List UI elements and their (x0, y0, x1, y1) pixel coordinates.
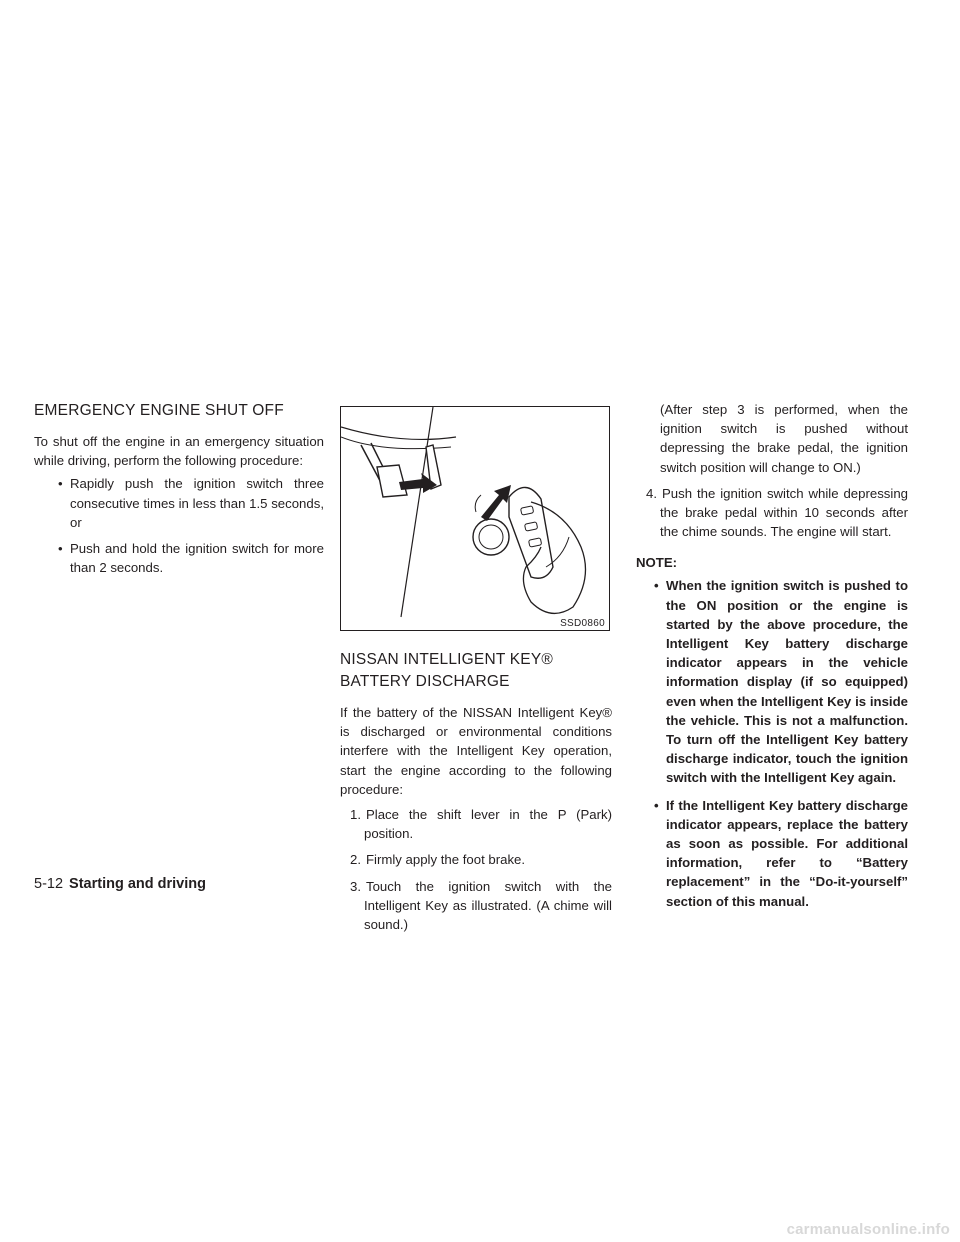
intelligent-key-intro: If the battery of the NISSAN Intelligent Key® is discharged or environmental conditions interfere with the Intelligent Key operation, start the engine according to the following procedure: (340, 705, 612, 797)
bullet-dot-icon: • (58, 541, 63, 557)
emergency-intro: To shut off the engine in an emergency situation while driving, perform the following procedure: (34, 434, 324, 469)
page-number: 5-12 (34, 876, 64, 892)
section-title: Starting and driving (69, 876, 206, 892)
bullet-dot-icon: • (654, 797, 659, 813)
step-item: 4. Push the ignition switch while depressing the brake pedal within 10 seconds after the chime sounds. The engine will start. (646, 485, 908, 540)
key-ignition-drawing (341, 407, 611, 632)
note-item: • When the ignition switch is pushed to the ON position or the engine is started by the above procedure, the Intelligent Key battery discharge indicator appears in the vehicle information display (if so equipped) even when the Intelligent Key is inside the vehicle. This is not a malfunction. To turn off the Intelligent Key battery discharge indicator, touch the ignition switch with the Intelligent Key again. (654, 578, 908, 786)
procedure-steps (340, 805, 612, 934)
step-continuation: (After step 3 is performed, when the ignition switch is pushed without depressing the brake pedal, the ignition switch position will change to ON.) (660, 402, 908, 475)
column-intelligent-key (340, 400, 612, 941)
site-watermark: carmanualsonline.info (786, 1221, 950, 1238)
procedure-steps-continued (636, 400, 908, 541)
figure-id-label: SSD0860 (560, 618, 605, 629)
bullet-dot-icon: • (58, 476, 63, 492)
step-item: 2. Firmly apply the foot brake. (350, 852, 526, 868)
note-list (636, 576, 908, 910)
bullet-item: • Rapidly push the ignition switch three consecutive times in less than 1.5 seconds, or (58, 476, 324, 530)
heading-intelligent-key: NISSAN INTELLIGENT KEY® BATTERY DISCHARGE (340, 651, 553, 690)
step-item: 1. Place the shift lever in the P (Park) position. (350, 807, 612, 842)
emergency-bullet-list (34, 474, 324, 577)
step-item: 3. Touch the ignition switch with the Intelligent Key as illustrated. (A chime will sound.) (350, 878, 612, 933)
bullet-dot-icon: • (654, 578, 659, 594)
note-label: NOTE: (636, 555, 678, 571)
heading-emergency-shutoff: EMERGENCY ENGINE SHUT OFF (34, 402, 284, 419)
column-emergency-shutoff (34, 400, 324, 584)
page-footer (34, 876, 206, 892)
bullet-item: • Push and hold the ignition switch for more than 2 seconds. (58, 541, 324, 576)
note-item: • If the Intelligent Key battery discharge indicator appears, replace the battery as soon as possible. For additional information, refer to “Battery replacement” in the “Do-it-yourself” section of this manual. (654, 797, 908, 909)
illustration-key-touch-ignition (340, 406, 610, 631)
column-procedure-continued (636, 400, 908, 919)
